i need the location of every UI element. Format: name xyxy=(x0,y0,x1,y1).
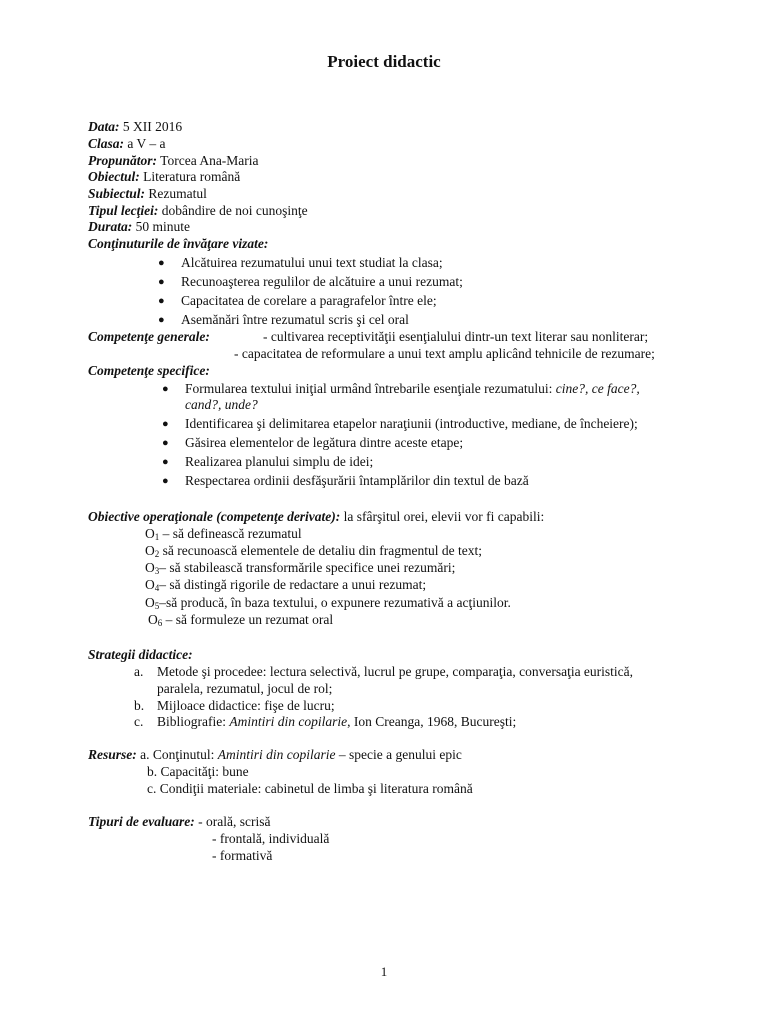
field-label: Clasa: xyxy=(88,136,125,151)
field-clasa xyxy=(88,136,166,152)
list-marker: a. xyxy=(134,664,144,679)
section-heading-competente-generale: Competenţe generale: xyxy=(88,329,210,344)
field-label: Data: xyxy=(88,119,120,134)
list-item: - frontală, individuală xyxy=(212,831,330,846)
field-value: 50 minute xyxy=(132,219,191,234)
field-propunator xyxy=(88,153,259,169)
section-heading-continuturi: Conţinuturile de învăţare vizate: xyxy=(88,236,269,251)
list-item: - cultivarea receptivităţii esenţialului dintr-un text literar sau nonliterar; xyxy=(263,329,649,344)
bullet-icon: ● xyxy=(162,437,169,449)
list-item: c. Condiţii materiale: cabinetul de limba şi literatura română xyxy=(147,781,473,796)
list-item: b. Capacităţi: bune xyxy=(147,764,249,779)
bullet-icon: ● xyxy=(162,418,169,430)
field-value: dobândire de noi cunoşinţe xyxy=(158,203,308,218)
page-number: 1 xyxy=(380,964,388,979)
list-item-italic: cine?, ce face?, xyxy=(555,381,640,396)
objective-text: – să formuleze un rezumat oral xyxy=(162,612,334,627)
objective-text: – să distingă rigorile de redactare a unui rezumat; xyxy=(159,577,427,592)
list-item: Metode şi procedee: lectura selectivă, lucrul pe grupe, comparaţia, conversaţia euristică, xyxy=(157,664,634,679)
page-title: Proiect didactic xyxy=(327,52,441,71)
objective-text: – să definească rezumatul xyxy=(159,526,302,541)
list-item: Mijloace didactice: fişe de lucru; xyxy=(157,698,335,713)
list-item xyxy=(185,381,640,397)
section-evaluare xyxy=(88,814,270,830)
objective-index: 4 xyxy=(154,583,160,593)
list-item: - orală, scrisă xyxy=(194,814,271,829)
field-subiectul xyxy=(88,186,207,202)
objective-index: 5 xyxy=(154,601,160,611)
objective-index: 6 xyxy=(157,618,163,628)
field-durata xyxy=(88,219,190,235)
field-label: Propunător: xyxy=(88,153,158,168)
objective-text: –să producă, în baza textului, o expunere rezumativă a acţiunilor. xyxy=(159,595,511,610)
list-marker: b. xyxy=(134,698,145,713)
objective-item: $O_2$ să recunoască elementele de detaliu din fragmentul de text; xyxy=(145,543,482,559)
list-item: - formativă xyxy=(212,848,273,863)
bullet-icon: ● xyxy=(158,295,165,307)
objective-item: $O_3-$ să stabilească transformările specifice unei rezumări; xyxy=(145,560,456,576)
field-label: Tipul lecţiei: xyxy=(88,203,159,218)
field-value: a V – a xyxy=(124,136,166,151)
section-heading-competente-specifice: Competenţe specifice: xyxy=(88,363,210,378)
bullet-icon: ● xyxy=(162,456,169,468)
list-item: Asemănări între rezumatul scris şi cel oral xyxy=(181,312,409,327)
book-title: Amintiri din copilarie xyxy=(229,714,348,729)
list-marker: c. xyxy=(134,714,144,729)
objective-item: $O_6$ – să formuleze un rezumat oral xyxy=(148,612,334,628)
list-item-continuation: cand?, unde? xyxy=(185,397,258,412)
list-item: Recunoaşterea regulilor de alcătuire a unui rezumat; xyxy=(181,274,463,289)
bullet-icon: ● xyxy=(158,314,165,326)
objective-index: 1 xyxy=(154,532,160,542)
field-label: Durata: xyxy=(88,219,133,234)
objective-index: 2 xyxy=(154,549,160,559)
objective-text: să recunoască elementele de detaliu din fragmentul de text; xyxy=(159,543,482,558)
objective-item: $O_4-$ să distingă rigorile de redactare a unui rezumat; xyxy=(145,577,427,593)
section-heading-strategii: Strategii didactice: xyxy=(88,647,193,662)
bullet-icon: ● xyxy=(158,276,165,288)
section-heading-obiective: Obiective operaţionale (competenţe derivate): xyxy=(88,509,341,524)
field-label: Subiectul: xyxy=(88,186,146,201)
field-data xyxy=(88,119,182,135)
field-value: Rezumatul xyxy=(145,186,207,201)
list-item: - capacitatea de reformulare a unui text amplu aplicând tehnicile de rezumare; xyxy=(234,346,655,361)
list-item: Găsirea elementelor de legătura dintre aceste etape; xyxy=(185,435,464,450)
list-item-text: a. Conţinutul: xyxy=(136,747,218,762)
field-value: Literatura română xyxy=(139,169,241,184)
list-item: Respectarea ordinii desfăşurării întamplărilor din textul de bază xyxy=(185,473,529,488)
section-intro: la sfârşitul orei, elevii vor fi capabili: xyxy=(340,509,545,524)
list-item xyxy=(157,714,516,730)
field-tipul xyxy=(88,203,308,219)
field-value: 5 XII 2016 xyxy=(119,119,183,134)
book-title: Amintiri din copilarie xyxy=(217,747,336,762)
bullet-icon: ● xyxy=(162,383,169,395)
list-item-continuation: paralela, rezumatul, jocul de rol; xyxy=(157,681,333,696)
bullet-icon: ● xyxy=(158,257,165,269)
list-item-text: , Ion Creanga, 1968, Bucureşti; xyxy=(347,714,517,729)
field-obiectul xyxy=(88,169,240,185)
objective-item: $O_1$ – să definească rezumatul xyxy=(145,526,302,542)
section-resurse xyxy=(88,747,462,763)
list-item: Realizarea planului simplu de idei; xyxy=(185,454,374,469)
section-heading-evaluare: Tipuri de evaluare: xyxy=(88,814,195,829)
objective-text: – să stabilească transformările specifice unei rezumări; xyxy=(159,560,456,575)
list-item-text: Formularea textului iniţial urmând întrebarile esenţiale rezumatului: xyxy=(185,381,556,396)
list-item: Capacitatea de corelare a paragrafelor între ele; xyxy=(181,293,437,308)
objective-index: 3 xyxy=(154,566,160,576)
objective-item: $O_5-să$ producă, în baza textului, o expunere rezumativă a acţiunilor. xyxy=(145,595,511,611)
field-value: Torcea Ana-Maria xyxy=(157,153,259,168)
list-item-text: – specie a genului epic xyxy=(335,747,462,762)
field-label: Obiectul: xyxy=(88,169,140,184)
bullet-icon: ● xyxy=(162,475,169,487)
list-item: Alcătuirea rezumatului unui text studiat la clasa; xyxy=(181,255,443,270)
list-item-text: Bibliografie: xyxy=(157,714,230,729)
section-obiective xyxy=(88,509,544,525)
section-heading-resurse: Resurse: xyxy=(88,747,137,762)
list-item: Identificarea şi delimitarea etapelor naraţiunii (introductive, mediane, de încheiere); xyxy=(185,416,638,431)
